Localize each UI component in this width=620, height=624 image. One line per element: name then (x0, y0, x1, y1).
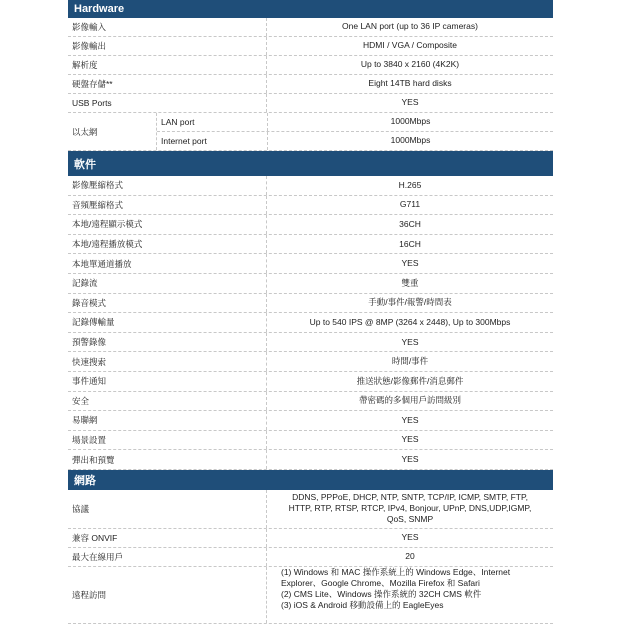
spec-value-multiline (266, 490, 553, 528)
spec-row (68, 176, 553, 196)
spec-value: YES (266, 411, 553, 430)
spec-label: 安全 (72, 395, 90, 406)
remote-line: Explorer、Google Chrome、Mozilla Firefox 和 Safari (281, 577, 480, 588)
spec-row (68, 274, 553, 294)
spec-label: 音頻壓縮格式 (72, 199, 124, 210)
spec-row (68, 392, 553, 412)
spec-label: 快速搜索 (72, 356, 107, 367)
spec-subrow (157, 113, 553, 131)
spec-value: 20 (266, 548, 553, 566)
spec-label: 影像輸入 (72, 22, 107, 32)
spec-label: 協議 (72, 503, 90, 514)
spec-row-remote-access (68, 567, 553, 624)
spec-value: 1000Mbps (267, 132, 553, 150)
spec-row (68, 235, 553, 255)
spec-value: Eight 14TB hard disks (266, 75, 553, 93)
spec-value: HDMI / VGA / Composite (266, 37, 553, 55)
spec-value: 時間/事件 (266, 352, 553, 371)
spec-label: 影像輸出 (72, 41, 107, 51)
spec-value-multiline (266, 567, 553, 623)
spec-row (68, 333, 553, 353)
spec-value: 雙重 (266, 274, 553, 293)
spec-row (68, 548, 553, 567)
spec-value: 手動/事件/報警/時間表 (266, 294, 553, 313)
spec-row (68, 411, 553, 431)
spec-row (68, 254, 553, 274)
spec-label: 影像壓縮格式 (72, 180, 124, 191)
spec-label: 彈出和預覽 (72, 454, 115, 465)
spec-value: YES (266, 450, 553, 469)
remote-line: (1) Windows 和 MAC 操作系統上的 Windows Edge、Internet (281, 566, 511, 577)
spec-subrow (157, 131, 553, 150)
spec-value: 推送狀態/影像郵件/消息郵件 (266, 372, 553, 391)
spec-row (68, 196, 553, 216)
spec-row (68, 372, 553, 392)
protocol-line: DDNS, PPPoE, DHCP, NTP, SNTP, TCP/IP, ICMP, SMTP, FTP, (292, 492, 528, 503)
spec-label: 易聯網 (72, 415, 98, 426)
remote-line: (3) iOS & Android 移動設備上的 EagleEyes (281, 600, 444, 611)
spec-value: 1000Mbps (267, 113, 553, 131)
spec-label: 硬盤存儲** (72, 79, 113, 89)
spec-row (68, 450, 553, 470)
section-title: 網路 (74, 474, 96, 487)
spec-sublabel: LAN port (161, 117, 195, 127)
spec-row (68, 75, 553, 94)
spec-row (68, 18, 553, 37)
spec-value: YES (266, 94, 553, 112)
remote-line: (2) CMS Lite、Windows 操作系統的 32CH CMS 軟件 (281, 589, 482, 599)
spec-label: 解析度 (72, 60, 98, 70)
spec-value: YES (266, 431, 553, 450)
spec-label: 兼容 ONVIF (72, 532, 118, 543)
spec-row (68, 294, 553, 314)
spec-label: 最大在線用戶 (72, 551, 124, 562)
spec-row (68, 215, 553, 235)
spec-label: USB Ports (72, 98, 112, 108)
spec-label: 預警錄像 (72, 337, 107, 348)
spec-row (68, 37, 553, 56)
spec-label: 場景設置 (72, 435, 107, 446)
spec-label: 本地單通道播放 (72, 258, 132, 269)
spec-group-ethernet (68, 113, 553, 151)
section-title: Hardware (74, 3, 125, 15)
spec-value: Up to 3840 x 2160 (4K2K) (266, 56, 553, 74)
spec-value: YES (266, 254, 553, 273)
spec-value: Up to 540 IPS @ 8MP (3264 x 2448), Up to 300Mbps (266, 313, 553, 332)
spec-value: One LAN port (up to 36 IP cameras) (266, 18, 553, 36)
spec-row (68, 94, 553, 113)
protocol-line: QoS, SNMP (386, 514, 434, 525)
spec-value: 16CH (266, 235, 553, 254)
spec-sheet (68, 0, 553, 624)
spec-label: 遠程訪問 (72, 589, 107, 600)
spec-value: 36CH (266, 215, 553, 234)
spec-label: 本地/遠程顯示模式 (72, 219, 143, 230)
section-title: 軟件 (74, 158, 96, 171)
spec-value: G711 (266, 196, 553, 215)
spec-sublabel: Internet port (161, 136, 207, 146)
spec-label: 以太網 (72, 126, 98, 137)
section-header-software (68, 151, 553, 176)
spec-value: YES (266, 529, 553, 547)
spec-row (68, 431, 553, 451)
spec-value: YES (266, 333, 553, 352)
spec-row (68, 352, 553, 372)
spec-row (68, 313, 553, 333)
spec-row (68, 56, 553, 75)
spec-label: 錄音模式 (72, 297, 107, 308)
protocol-line: HTTP, RTP, RTSP, RTCP, IPv4, Bonjour, UPnP, DNS,UDP,IGMP, (288, 503, 532, 514)
spec-value: 帶密碼的多個用戶訪問級別 (266, 392, 553, 411)
spec-row (68, 529, 553, 548)
spec-label: 記錄傳輸量 (72, 317, 115, 328)
section-header-hardware (68, 0, 553, 18)
spec-row-protocol (68, 490, 553, 529)
spec-value: H.265 (266, 176, 553, 195)
spec-subrows (156, 113, 553, 150)
spec-label: 記錄流 (72, 278, 98, 289)
spec-label: 事件通知 (72, 376, 107, 387)
spec-label: 本地/遠程播放模式 (72, 239, 143, 250)
section-header-network (68, 470, 553, 490)
